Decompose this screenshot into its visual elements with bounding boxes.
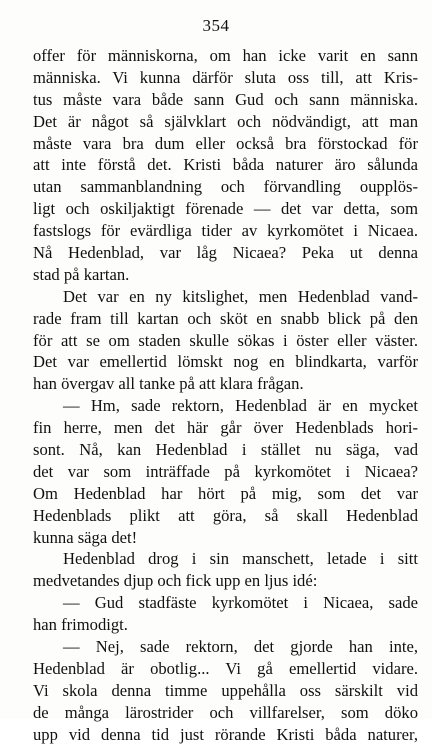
text-line: människa. Vi kunna därför sluta oss till, att Kris-	[33, 67, 418, 87]
text-line: utan sammanblandning och förvandling oupplös-	[33, 177, 418, 197]
text-line: stad på kartan.	[33, 264, 130, 284]
text-line: medvetandes djup och fick upp en ljus idé:	[33, 571, 318, 591]
text-line: sont. Nå, kan Hedenblad i stället nu säga, vad	[33, 440, 418, 460]
text-line: Hedenblad är obotlig... Vi gå emellertid vidare.	[33, 658, 418, 678]
text-line: upp vid denna tid just rörande Kristi båda naturer,	[33, 724, 418, 744]
text-line: Det är något så självklart och nödvändigt, att man	[33, 111, 418, 131]
text-line: att inte förstå det. Kristi båda naturer äro sålunda	[33, 155, 418, 175]
text-line: fin herre, men det här går över Hedenblads hori-	[33, 418, 418, 438]
body-text	[33, 45, 418, 746]
text-line: Det var emellertid lömskt nog en blindkarta, varför	[33, 352, 418, 372]
text-line: rade fram till kartan och sköt en snabb blick på den	[33, 308, 418, 328]
text-line: det var som inträffade på kyrkomötet i Nicaea?	[33, 461, 418, 481]
text-line: Nå Hedenblad, var låg Nicaea? Peka ut denna	[33, 243, 418, 263]
text-line: kunna säga det!	[33, 527, 138, 547]
text-line: måste vara bra dum eller också bra förstockad för	[33, 133, 418, 153]
text-line: han övergav all tanke på att klara frågan.	[33, 374, 304, 394]
text-line: — Gud stadfäste kyrkomötet i Nicaea, sade	[63, 593, 418, 613]
page-number: 354	[202, 16, 230, 35]
text-line: de många lärostrider och villfarelser, som döko	[33, 702, 418, 722]
text-line: offer för människorna, om han icke varit en sann	[33, 46, 418, 65]
text-line: ligt och oskiljaktigt förenade — det var detta, som	[33, 199, 418, 219]
text-line: han frimodigt.	[33, 615, 128, 635]
text-line: Vi skola denna timme uppehålla oss särskilt vid	[33, 680, 418, 700]
text-line: Hedenblad drog i sin manschett, letade i sitt	[63, 549, 418, 569]
text-line: Hedenblads plikt att göra, så skall Hedenblad	[33, 505, 418, 525]
text-line: tus måste vara både sann Gud och sann människa.	[33, 89, 418, 109]
text-line: — Nej, sade rektorn, det gjorde han inte,	[63, 637, 418, 657]
text-line: för att se om staden skulle sökas i öster eller väster.	[33, 330, 418, 350]
text-line: Det var en ny kitslighet, men Hedenblad vand-	[63, 286, 418, 306]
text-line: fastslogs för evärdliga tider av kyrkomötet i Nicaea.	[33, 221, 418, 241]
text-line: — Hm, sade rektorn, Hedenblad är en mycket	[63, 396, 418, 416]
text-line: Om Hedenblad har hört på mig, som det var	[33, 483, 418, 503]
